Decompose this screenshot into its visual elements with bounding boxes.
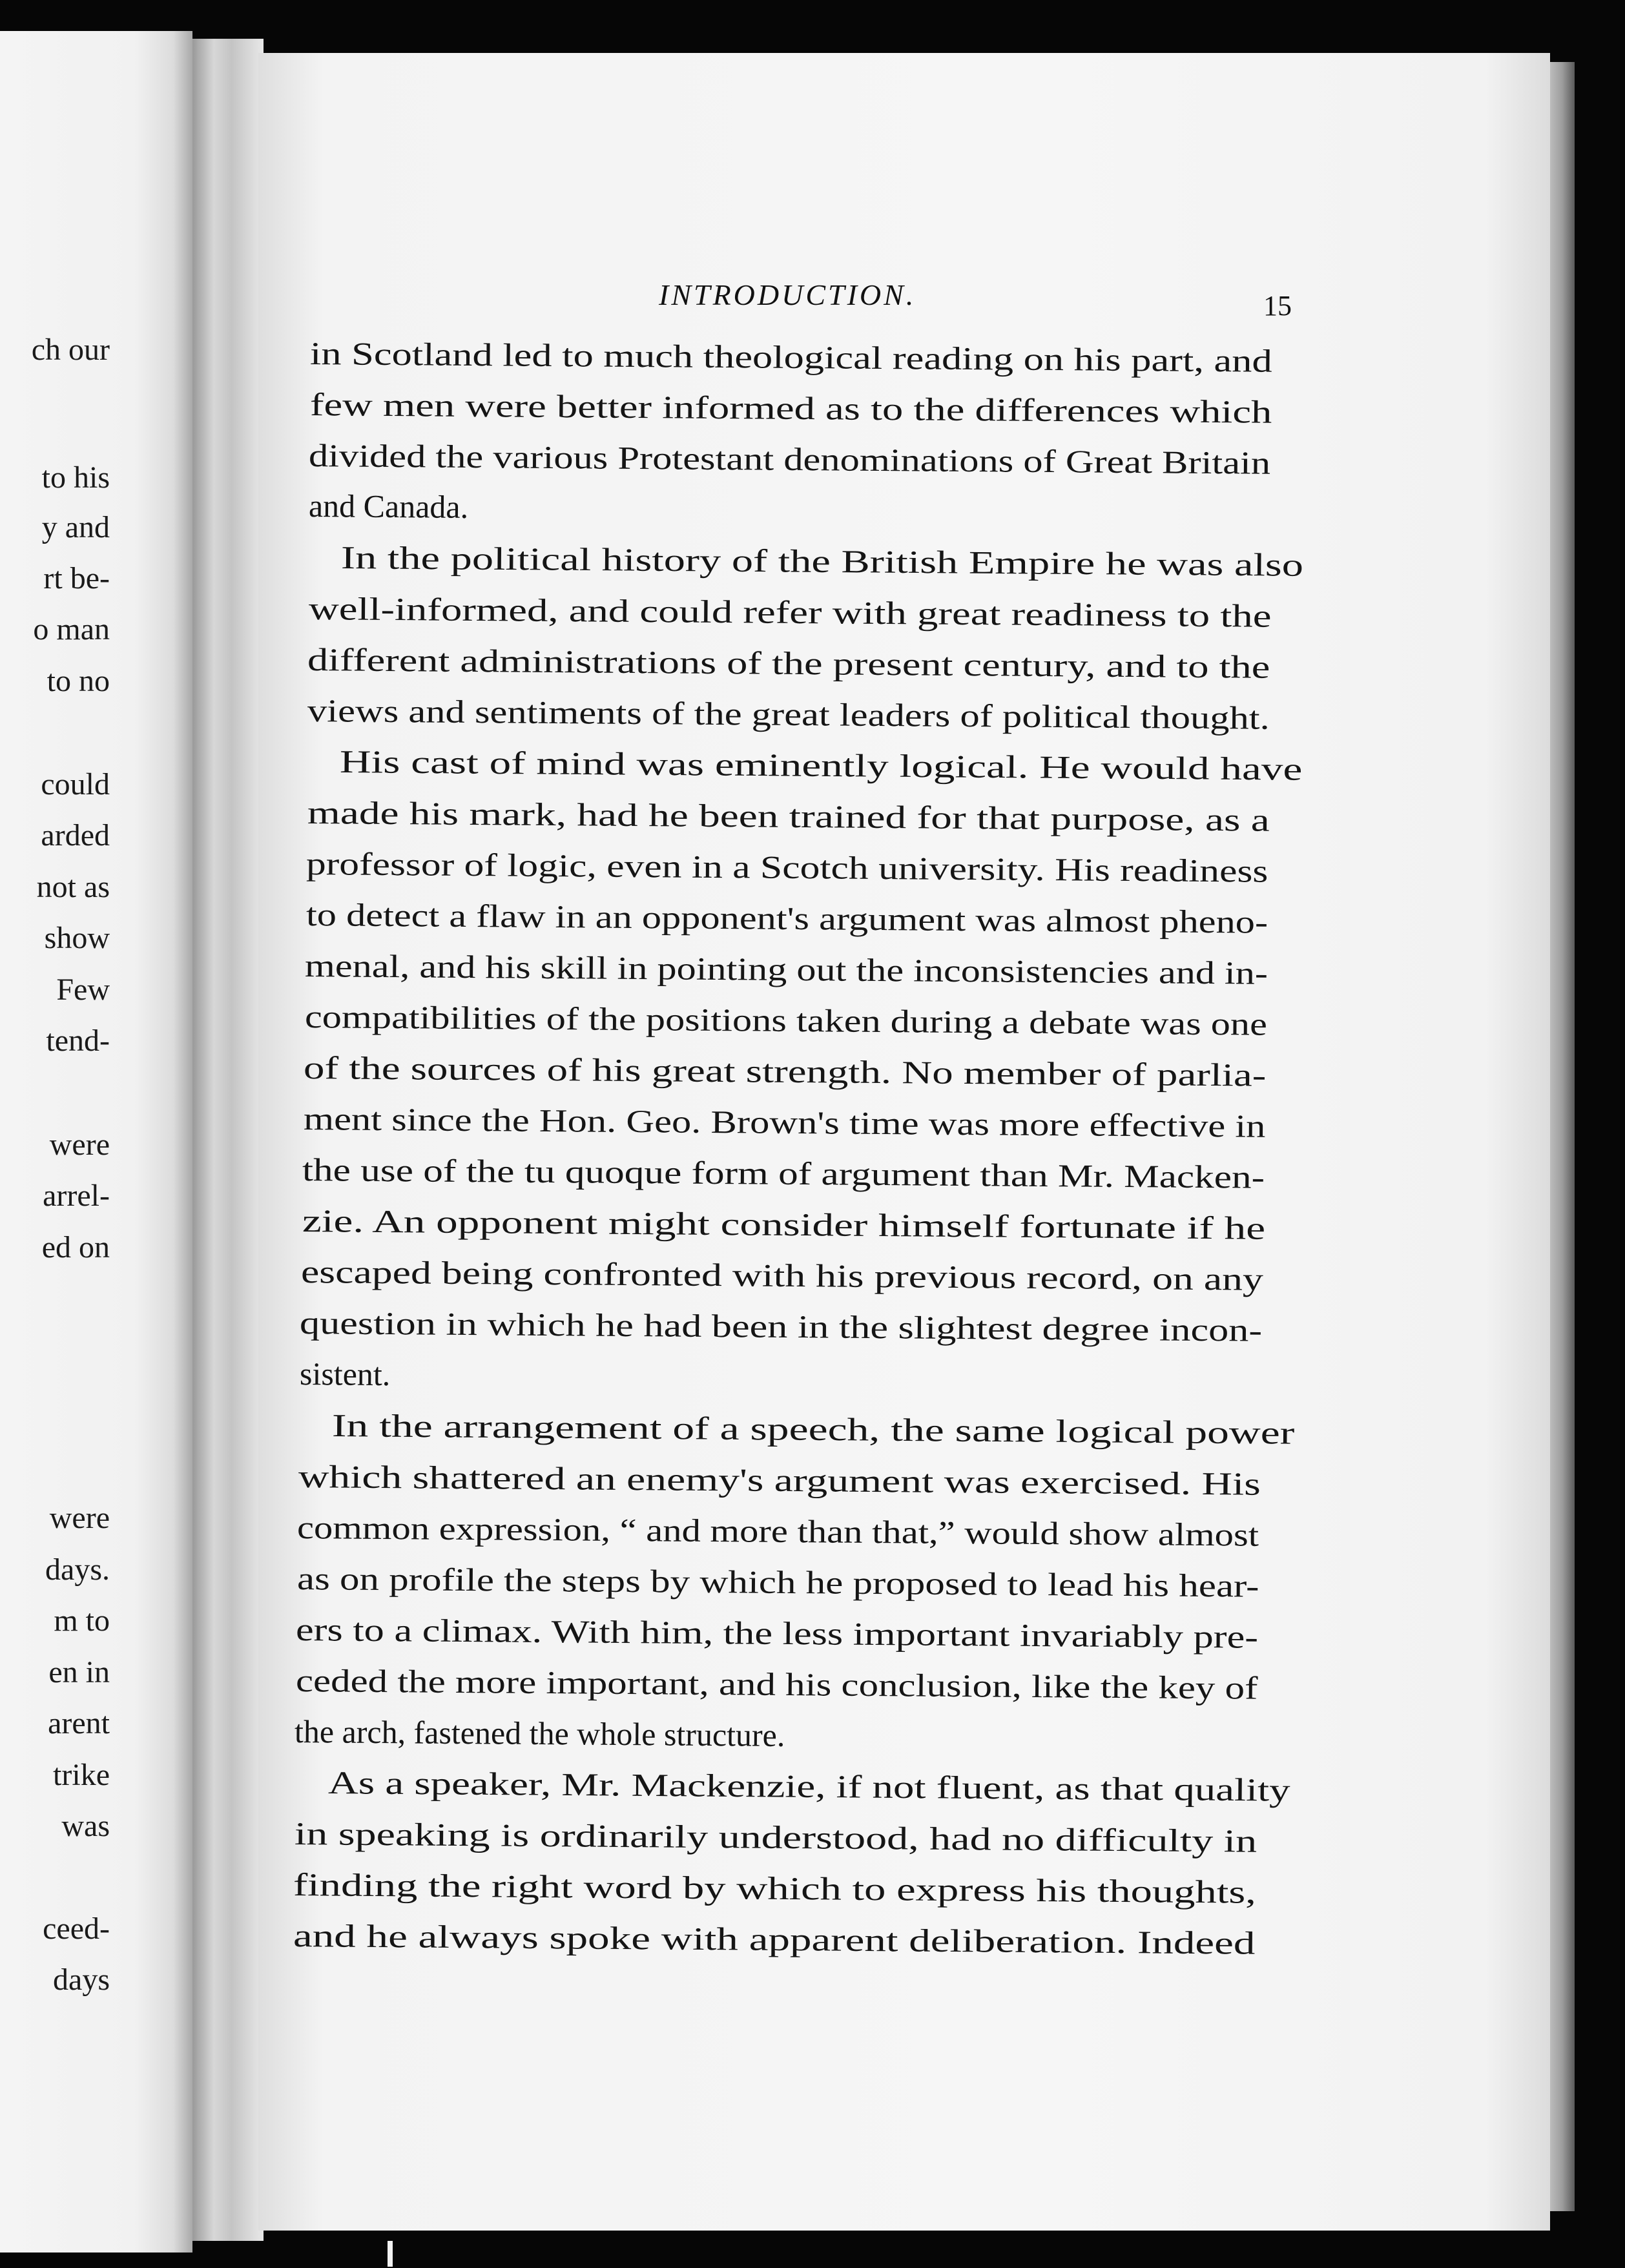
text-line: ers to a climax. With him, the less important invariably pre- bbox=[295, 1611, 1259, 1655]
left-page-line: Few bbox=[56, 973, 110, 1007]
text-line: ment since the Hon. Geo. Brown's time was more effective in bbox=[303, 1100, 1266, 1144]
text-line: and Canada. bbox=[308, 488, 469, 525]
left-page-line: days bbox=[53, 1963, 110, 1997]
running-head: INTRODUCTION. bbox=[659, 278, 916, 311]
text-line: In the political history of the British Empire he was also bbox=[340, 539, 1304, 583]
left-page-line: were bbox=[49, 1128, 110, 1162]
text-line: professor of logic, even in a Scotch university. His readiness bbox=[305, 845, 1268, 889]
left-facing-page bbox=[0, 31, 192, 2253]
text-line: divided the various Protestant denominations of Great Britain bbox=[308, 437, 1271, 481]
text-line: of the sources of his great strength. No member of parlia- bbox=[303, 1049, 1267, 1093]
text-line: sistent. bbox=[299, 1356, 391, 1393]
left-page-line: were bbox=[49, 1501, 110, 1535]
left-page-line: m to bbox=[54, 1603, 110, 1638]
text-line: finding the right word by which to express his thoughts, bbox=[293, 1866, 1257, 1910]
left-page-line: could bbox=[41, 767, 110, 801]
text-line: zie. An opponent might consider himself fortunate if he bbox=[302, 1202, 1266, 1246]
scan-artifact bbox=[388, 2241, 393, 2267]
book-gutter bbox=[192, 39, 264, 2241]
left-page-line: rt be- bbox=[43, 561, 110, 595]
page-number: 15 bbox=[1263, 290, 1292, 322]
right-page bbox=[258, 53, 1550, 2231]
left-page-line: ceed- bbox=[43, 1912, 110, 1946]
text-line: few men were better informed as to the differences which bbox=[309, 386, 1272, 430]
left-page-line: days. bbox=[45, 1552, 110, 1587]
left-page-line: arent bbox=[48, 1706, 110, 1740]
left-page-line: y and bbox=[41, 510, 110, 544]
text-line: As a speaker, Mr. Mackenzie, if not fluent, as that quality bbox=[327, 1764, 1290, 1808]
text-line: menal, and his skill in pointing out the inconsistencies and in- bbox=[304, 947, 1268, 991]
text-line: in speaking is ordinarily understood, had no difficulty in bbox=[294, 1815, 1258, 1859]
page-edge bbox=[1550, 62, 1575, 2211]
text-line: In the arrangement of a speech, the same logical power bbox=[331, 1407, 1295, 1451]
text-line: the use of the tu quoque form of argument than Mr. Macken- bbox=[302, 1151, 1265, 1195]
left-page-line: not as bbox=[36, 870, 110, 904]
text-line: the arch, fastened the whole structure. bbox=[294, 1713, 785, 1753]
text-line: question in which he had been in the slightest degree incon- bbox=[299, 1304, 1263, 1348]
text-line: escaped being confronted with his previous record, on any bbox=[300, 1253, 1264, 1297]
text-line: His cast of mind was eminently logical. He would have bbox=[339, 743, 1303, 787]
left-page-line: ch our bbox=[31, 333, 110, 367]
text-line: different administrations of the present century, and to the bbox=[307, 641, 1270, 685]
text-line: and he always spoke with apparent deliberation. Indeed bbox=[293, 1917, 1256, 1961]
left-page-line: arded bbox=[41, 818, 110, 852]
text-line: common expression, “ and more than that,” would show almost bbox=[296, 1509, 1259, 1553]
left-page-line: trike bbox=[53, 1758, 110, 1792]
left-page-line: to no bbox=[47, 664, 110, 698]
text-line: in Scotland led to much theological reading on his part, and bbox=[309, 335, 1272, 379]
text-line: views and sentiments of the great leaders of political thought. bbox=[307, 692, 1270, 736]
text-line: well-informed, and could refer with great readiness to the bbox=[308, 590, 1272, 634]
text-line: to detect a flaw in an opponent's argument was almost pheno- bbox=[305, 896, 1268, 940]
text-line: ceded the more important, and his conclusion, like the key of bbox=[295, 1662, 1258, 1706]
left-page-line: tend- bbox=[46, 1024, 110, 1058]
text-line: which shattered an enemy's argument was exercised. His bbox=[298, 1458, 1261, 1502]
left-page-line: show bbox=[44, 921, 110, 955]
left-page-line: o man bbox=[33, 612, 110, 646]
text-line: made his mark, had he been trained for that purpose, as a bbox=[307, 794, 1270, 838]
left-page-line: was bbox=[61, 1809, 110, 1843]
left-page-line: en in bbox=[48, 1655, 110, 1689]
text-line: compatibilities of the positions taken during a debate was one bbox=[304, 998, 1268, 1042]
left-page-line: to his bbox=[41, 460, 110, 495]
text-line: as on profile the steps by which he proposed to lead his hear- bbox=[296, 1560, 1259, 1604]
left-page-line: ed on bbox=[41, 1230, 110, 1264]
left-page-line: arrel- bbox=[43, 1179, 110, 1213]
